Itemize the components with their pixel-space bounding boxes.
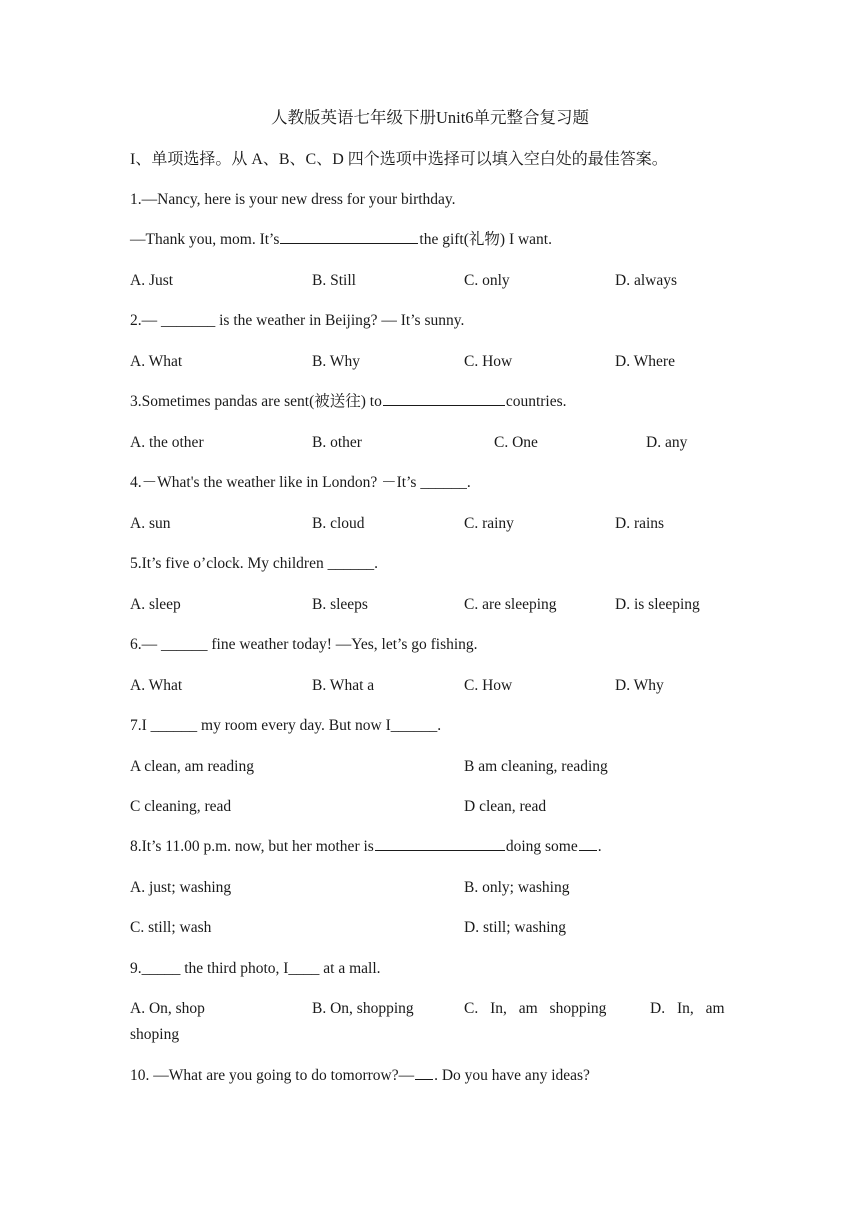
- question-10-stem-post: . Do you have any ideas?: [434, 1067, 590, 1084]
- question-1-reply-pre: —Thank you, mom. It’s: [130, 231, 280, 248]
- question-1-option-d[interactable]: D. always: [615, 272, 677, 289]
- answer-blank[interactable]: [375, 836, 505, 851]
- question-5-option-d[interactable]: D. is sleeping: [615, 596, 700, 613]
- question-1-option-c[interactable]: C. only: [464, 272, 510, 289]
- question-10-stem-pre: 10. —What are you going to do tomorrow?—: [130, 1067, 415, 1084]
- question-3-option-b[interactable]: B. other: [312, 434, 362, 451]
- question-9-option-d[interactable]: D. In, am: [650, 1000, 725, 1017]
- question-8-stem-post: .: [597, 838, 602, 855]
- question-6-option-d[interactable]: D. Why: [615, 677, 664, 694]
- question-9-option-d-wrap: shoping: [130, 1026, 180, 1043]
- question-8-option-a[interactable]: A. just; washing: [130, 879, 232, 896]
- question-4-option-b[interactable]: B. cloud: [312, 515, 365, 532]
- question-7-option-a[interactable]: A clean, am reading: [130, 758, 254, 775]
- question-9-option-c[interactable]: C. In, am shopping: [464, 1000, 607, 1017]
- section-instructions: I、单项选择。从 A、B、C、D 四个选项中选择可以填入空白处的最佳答案。: [130, 151, 668, 168]
- question-2-option-b[interactable]: B. Why: [312, 353, 360, 370]
- question-6-stem: 6.— ______ fine weather today! —Yes, let’s go fishing.: [130, 636, 478, 653]
- question-9-option-b[interactable]: B. On, shopping: [312, 1000, 414, 1017]
- question-3-option-a[interactable]: A. the other: [130, 434, 204, 451]
- question-2-option-c[interactable]: C. How: [464, 353, 513, 370]
- question-3-option-c[interactable]: C. One: [494, 434, 538, 451]
- question-6-option-b[interactable]: B. What a: [312, 677, 375, 694]
- answer-blank[interactable]: [415, 1065, 433, 1080]
- question-4-option-a[interactable]: A. sun: [130, 515, 171, 532]
- question-1-reply: [130, 229, 730, 251]
- question-4-option-d[interactable]: D. rains: [615, 515, 665, 532]
- question-4-option-c[interactable]: C. rainy: [464, 515, 514, 532]
- question-8-option-b[interactable]: B. only; washing: [464, 879, 570, 896]
- question-2-option-a[interactable]: A. What: [130, 353, 183, 370]
- answer-blank[interactable]: [579, 836, 597, 851]
- question-7-stem: 7.I ______ my room every day. But now I______.: [130, 717, 442, 734]
- question-8-option-d[interactable]: D. still; washing: [464, 919, 567, 936]
- question-1-reply-post: the gift(礼物) I want.: [419, 231, 552, 248]
- question-3-stem-post: countries.: [505, 393, 567, 410]
- question-5-option-b[interactable]: B. sleeps: [312, 596, 368, 613]
- question-3-stem-pre: 3.Sometimes pandas are sent(被送往) to: [130, 393, 382, 410]
- question-6-option-a[interactable]: A. What: [130, 677, 183, 694]
- question-3-option-d[interactable]: D. any: [646, 434, 688, 451]
- question-9-stem: 9._____ the third photo, I____ at a mall.: [130, 960, 381, 977]
- question-2-option-d[interactable]: D. Where: [615, 353, 675, 370]
- question-7-option-d[interactable]: D clean, read: [464, 798, 547, 815]
- question-5-stem: 5.It’s five o’clock. My children ______.: [130, 555, 378, 572]
- question-6-option-c[interactable]: C. How: [464, 677, 513, 694]
- question-7-option-b[interactable]: B am cleaning, reading: [464, 758, 608, 775]
- question-8-option-c[interactable]: C. still; wash: [130, 919, 212, 936]
- question-9-option-a[interactable]: A. On, shop: [130, 1000, 205, 1017]
- question-5-option-c[interactable]: C. are sleeping: [464, 596, 557, 613]
- question-5-option-a[interactable]: A. sleep: [130, 596, 181, 613]
- question-4-stem: 4.－What's the weather like in London? －It’s ______.: [130, 474, 471, 491]
- question-1-stem: 1.—Nancy, here is your new dress for your birthday.: [130, 191, 456, 208]
- question-8-stem-pre: 8.It’s 11.00 p.m. now, but her mother is: [130, 838, 374, 855]
- question-7-option-c[interactable]: C cleaning, read: [130, 798, 232, 815]
- answer-blank[interactable]: [383, 391, 505, 406]
- question-8-stem-mid: doing some: [505, 838, 578, 855]
- question-2-stem: 2.— _______ is the weather in Beijing? — It’s sunny.: [130, 312, 465, 329]
- question-10-stem: [130, 1065, 730, 1087]
- question-1-option-b[interactable]: B. Still: [312, 272, 356, 289]
- question-8-stem: [130, 836, 730, 858]
- question-1-option-a[interactable]: A. Just: [130, 272, 174, 289]
- page-title: 人教版英语七年级下册Unit6单元整合复习题: [270, 108, 590, 127]
- answer-blank[interactable]: [280, 229, 418, 244]
- question-3-stem: [130, 391, 730, 413]
